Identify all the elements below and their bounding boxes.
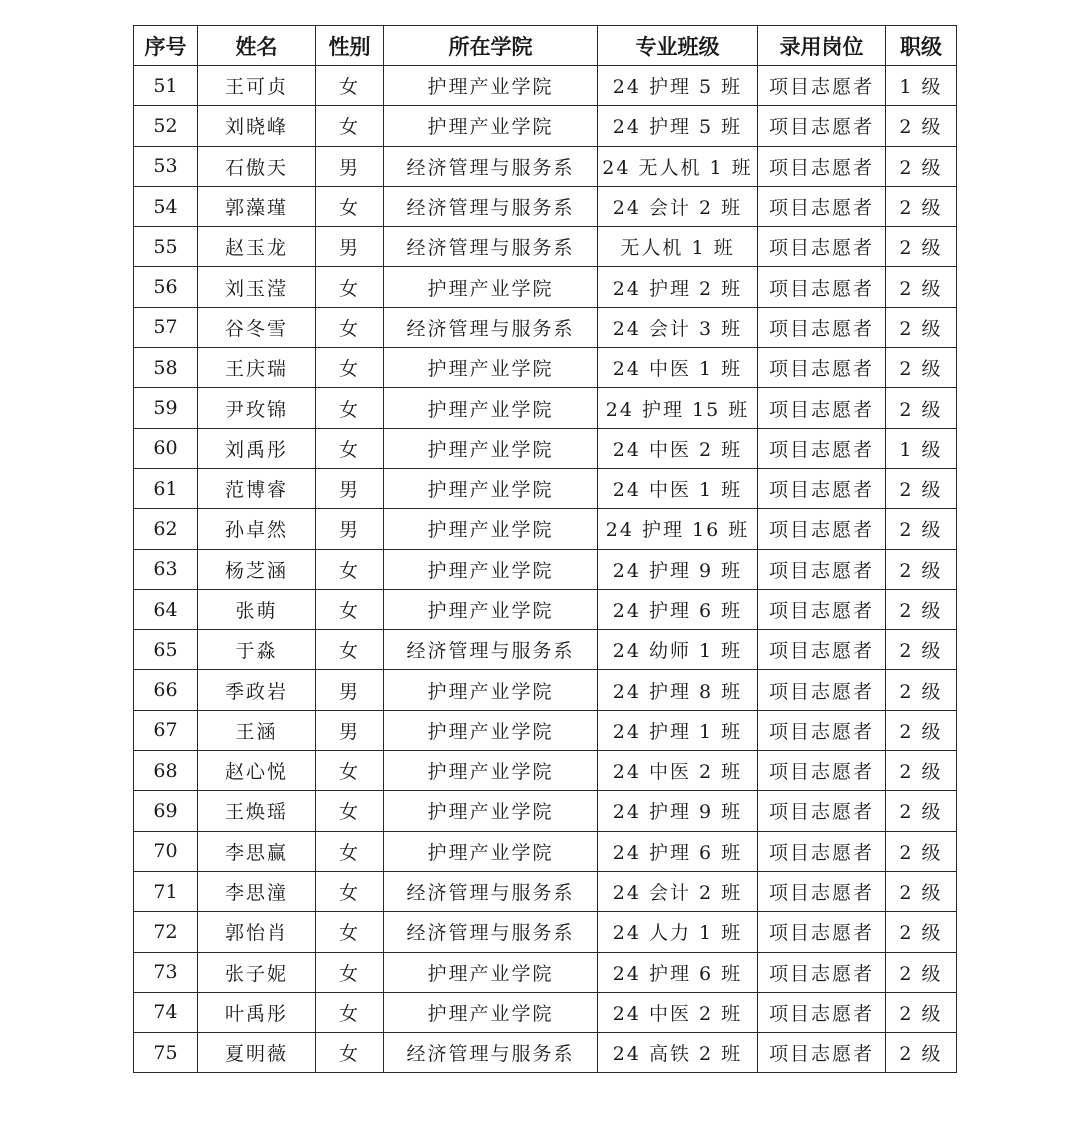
cell-gender: 男 bbox=[316, 468, 384, 508]
cell-gender: 男 bbox=[316, 670, 384, 710]
cell-class: 24 护理 1 班 bbox=[598, 710, 758, 750]
cell-gender: 女 bbox=[316, 751, 384, 791]
cell-position: 项目志愿者 bbox=[758, 871, 886, 911]
cell-position: 项目志愿者 bbox=[758, 992, 886, 1032]
volunteer-roster-table bbox=[133, 25, 957, 1073]
cell-gender: 女 bbox=[316, 952, 384, 992]
cell-gender: 女 bbox=[316, 106, 384, 146]
cell-level: 2 级 bbox=[886, 468, 957, 508]
cell-position: 项目志愿者 bbox=[758, 912, 886, 952]
cell-gender: 女 bbox=[316, 348, 384, 388]
cell-position: 项目志愿者 bbox=[758, 66, 886, 106]
cell-position: 项目志愿者 bbox=[758, 186, 886, 226]
cell-index: 52 bbox=[134, 106, 198, 146]
cell-college: 护理产业学院 bbox=[384, 952, 598, 992]
cell-class: 24 中医 2 班 bbox=[598, 751, 758, 791]
cell-level: 2 级 bbox=[886, 1033, 957, 1073]
cell-position: 项目志愿者 bbox=[758, 791, 886, 831]
table-row bbox=[134, 871, 957, 911]
table-row bbox=[134, 428, 957, 468]
cell-level: 2 级 bbox=[886, 710, 957, 750]
table-row bbox=[134, 468, 957, 508]
cell-index: 61 bbox=[134, 468, 198, 508]
cell-gender: 女 bbox=[316, 831, 384, 871]
header-level: 职级 bbox=[886, 26, 957, 66]
cell-index: 56 bbox=[134, 267, 198, 307]
cell-college: 护理产业学院 bbox=[384, 267, 598, 307]
cell-index: 72 bbox=[134, 912, 198, 952]
cell-index: 70 bbox=[134, 831, 198, 871]
cell-position: 项目志愿者 bbox=[758, 509, 886, 549]
cell-level: 1 级 bbox=[886, 66, 957, 106]
cell-name: 王焕瑶 bbox=[198, 791, 316, 831]
cell-position: 项目志愿者 bbox=[758, 710, 886, 750]
cell-class: 24 会计 3 班 bbox=[598, 307, 758, 347]
table-body bbox=[134, 66, 957, 1073]
cell-class: 24 护理 5 班 bbox=[598, 106, 758, 146]
cell-college: 护理产业学院 bbox=[384, 66, 598, 106]
cell-gender: 男 bbox=[316, 146, 384, 186]
cell-college: 经济管理与服务系 bbox=[384, 630, 598, 670]
cell-position: 项目志愿者 bbox=[758, 106, 886, 146]
cell-class: 24 会计 2 班 bbox=[598, 186, 758, 226]
cell-gender: 女 bbox=[316, 549, 384, 589]
cell-name: 夏明薇 bbox=[198, 1033, 316, 1073]
cell-level: 2 级 bbox=[886, 348, 957, 388]
cell-college: 护理产业学院 bbox=[384, 468, 598, 508]
cell-name: 郭怡肖 bbox=[198, 912, 316, 952]
cell-gender: 女 bbox=[316, 66, 384, 106]
cell-gender: 女 bbox=[316, 267, 384, 307]
cell-name: 孙卓然 bbox=[198, 509, 316, 549]
cell-level: 2 级 bbox=[886, 186, 957, 226]
header-class: 专业班级 bbox=[598, 26, 758, 66]
cell-position: 项目志愿者 bbox=[758, 549, 886, 589]
cell-level: 2 级 bbox=[886, 831, 957, 871]
cell-level: 2 级 bbox=[886, 307, 957, 347]
header-name: 姓名 bbox=[198, 26, 316, 66]
cell-class: 24 护理 2 班 bbox=[598, 267, 758, 307]
table-row bbox=[134, 66, 957, 106]
cell-position: 项目志愿者 bbox=[758, 428, 886, 468]
cell-college: 经济管理与服务系 bbox=[384, 912, 598, 952]
cell-name: 季政岩 bbox=[198, 670, 316, 710]
cell-level: 2 级 bbox=[886, 912, 957, 952]
cell-position: 项目志愿者 bbox=[758, 952, 886, 992]
cell-name: 范博睿 bbox=[198, 468, 316, 508]
cell-index: 67 bbox=[134, 710, 198, 750]
cell-gender: 女 bbox=[316, 589, 384, 629]
cell-gender: 男 bbox=[316, 509, 384, 549]
cell-college: 经济管理与服务系 bbox=[384, 146, 598, 186]
cell-college: 护理产业学院 bbox=[384, 106, 598, 146]
cell-name: 郭藻瑾 bbox=[198, 186, 316, 226]
table-row bbox=[134, 589, 957, 629]
cell-level: 2 级 bbox=[886, 630, 957, 670]
cell-position: 项目志愿者 bbox=[758, 388, 886, 428]
cell-gender: 女 bbox=[316, 388, 384, 428]
cell-level: 2 级 bbox=[886, 992, 957, 1032]
cell-index: 54 bbox=[134, 186, 198, 226]
cell-level: 2 级 bbox=[886, 791, 957, 831]
cell-name: 王庆瑞 bbox=[198, 348, 316, 388]
cell-college: 护理产业学院 bbox=[384, 670, 598, 710]
cell-name: 刘玉滢 bbox=[198, 267, 316, 307]
cell-college: 经济管理与服务系 bbox=[384, 227, 598, 267]
cell-college: 护理产业学院 bbox=[384, 549, 598, 589]
cell-index: 68 bbox=[134, 751, 198, 791]
cell-level: 2 级 bbox=[886, 388, 957, 428]
table-row bbox=[134, 267, 957, 307]
cell-college: 护理产业学院 bbox=[384, 388, 598, 428]
cell-gender: 女 bbox=[316, 428, 384, 468]
header-index: 序号 bbox=[134, 26, 198, 66]
cell-college: 护理产业学院 bbox=[384, 791, 598, 831]
cell-index: 64 bbox=[134, 589, 198, 629]
cell-level: 2 级 bbox=[886, 751, 957, 791]
cell-class: 24 人力 1 班 bbox=[598, 912, 758, 952]
cell-name: 李思潼 bbox=[198, 871, 316, 911]
cell-level: 2 级 bbox=[886, 589, 957, 629]
cell-gender: 女 bbox=[316, 871, 384, 911]
table-row bbox=[134, 227, 957, 267]
table-row bbox=[134, 388, 957, 428]
cell-index: 55 bbox=[134, 227, 198, 267]
cell-index: 63 bbox=[134, 549, 198, 589]
table-row bbox=[134, 1033, 957, 1073]
cell-name: 张萌 bbox=[198, 589, 316, 629]
table-row bbox=[134, 106, 957, 146]
table-row bbox=[134, 670, 957, 710]
cell-college: 护理产业学院 bbox=[384, 589, 598, 629]
cell-gender: 男 bbox=[316, 227, 384, 267]
cell-level: 2 级 bbox=[886, 670, 957, 710]
cell-name: 王涵 bbox=[198, 710, 316, 750]
cell-name: 尹玫锦 bbox=[198, 388, 316, 428]
table-row bbox=[134, 992, 957, 1032]
cell-class: 24 中医 1 班 bbox=[598, 468, 758, 508]
cell-level: 2 级 bbox=[886, 549, 957, 589]
cell-name: 王可贞 bbox=[198, 66, 316, 106]
cell-name: 刘禹彤 bbox=[198, 428, 316, 468]
table-row bbox=[134, 791, 957, 831]
cell-name: 于淼 bbox=[198, 630, 316, 670]
cell-class: 24 幼师 1 班 bbox=[598, 630, 758, 670]
cell-class: 24 护理 5 班 bbox=[598, 66, 758, 106]
cell-level: 2 级 bbox=[886, 146, 957, 186]
cell-class: 24 会计 2 班 bbox=[598, 871, 758, 911]
table-row bbox=[134, 912, 957, 952]
cell-position: 项目志愿者 bbox=[758, 267, 886, 307]
table-row bbox=[134, 751, 957, 791]
cell-position: 项目志愿者 bbox=[758, 630, 886, 670]
cell-gender: 男 bbox=[316, 710, 384, 750]
cell-index: 58 bbox=[134, 348, 198, 388]
cell-position: 项目志愿者 bbox=[758, 1033, 886, 1073]
cell-college: 护理产业学院 bbox=[384, 751, 598, 791]
table-row bbox=[134, 630, 957, 670]
cell-level: 1 级 bbox=[886, 428, 957, 468]
cell-position: 项目志愿者 bbox=[758, 670, 886, 710]
cell-class: 24 护理 6 班 bbox=[598, 952, 758, 992]
table-row bbox=[134, 952, 957, 992]
table-row bbox=[134, 348, 957, 388]
cell-college: 经济管理与服务系 bbox=[384, 307, 598, 347]
cell-name: 李思赢 bbox=[198, 831, 316, 871]
cell-level: 2 级 bbox=[886, 106, 957, 146]
cell-level: 2 级 bbox=[886, 227, 957, 267]
cell-position: 项目志愿者 bbox=[758, 146, 886, 186]
cell-gender: 女 bbox=[316, 791, 384, 831]
cell-class: 24 护理 9 班 bbox=[598, 549, 758, 589]
cell-class: 24 中医 2 班 bbox=[598, 992, 758, 1032]
cell-class: 24 护理 8 班 bbox=[598, 670, 758, 710]
cell-class: 24 护理 6 班 bbox=[598, 589, 758, 629]
cell-level: 2 级 bbox=[886, 267, 957, 307]
cell-class: 24 护理 15 班 bbox=[598, 388, 758, 428]
cell-position: 项目志愿者 bbox=[758, 589, 886, 629]
cell-name: 叶禹彤 bbox=[198, 992, 316, 1032]
table-row bbox=[134, 307, 957, 347]
cell-gender: 女 bbox=[316, 912, 384, 952]
cell-name: 赵玉龙 bbox=[198, 227, 316, 267]
table-row bbox=[134, 186, 957, 226]
cell-position: 项目志愿者 bbox=[758, 227, 886, 267]
cell-index: 60 bbox=[134, 428, 198, 468]
cell-college: 经济管理与服务系 bbox=[384, 186, 598, 226]
cell-gender: 女 bbox=[316, 630, 384, 670]
cell-class: 24 中医 1 班 bbox=[598, 348, 758, 388]
cell-college: 护理产业学院 bbox=[384, 428, 598, 468]
cell-index: 53 bbox=[134, 146, 198, 186]
cell-college: 护理产业学院 bbox=[384, 992, 598, 1032]
cell-class: 24 中医 2 班 bbox=[598, 428, 758, 468]
cell-gender: 女 bbox=[316, 186, 384, 226]
cell-position: 项目志愿者 bbox=[758, 348, 886, 388]
cell-name: 谷冬雪 bbox=[198, 307, 316, 347]
cell-level: 2 级 bbox=[886, 952, 957, 992]
cell-position: 项目志愿者 bbox=[758, 831, 886, 871]
cell-index: 71 bbox=[134, 871, 198, 911]
cell-level: 2 级 bbox=[886, 509, 957, 549]
cell-name: 杨芝涵 bbox=[198, 549, 316, 589]
cell-position: 项目志愿者 bbox=[758, 468, 886, 508]
cell-level: 2 级 bbox=[886, 871, 957, 911]
cell-index: 65 bbox=[134, 630, 198, 670]
table-row bbox=[134, 831, 957, 871]
cell-class: 24 护理 6 班 bbox=[598, 831, 758, 871]
cell-index: 57 bbox=[134, 307, 198, 347]
cell-class: 无人机 1 班 bbox=[598, 227, 758, 267]
table-row bbox=[134, 549, 957, 589]
cell-class: 24 无人机 1 班 bbox=[598, 146, 758, 186]
cell-college: 经济管理与服务系 bbox=[384, 1033, 598, 1073]
cell-class: 24 高铁 2 班 bbox=[598, 1033, 758, 1073]
table-row bbox=[134, 146, 957, 186]
cell-gender: 女 bbox=[316, 307, 384, 347]
table-row bbox=[134, 509, 957, 549]
cell-college: 护理产业学院 bbox=[384, 348, 598, 388]
cell-index: 75 bbox=[134, 1033, 198, 1073]
cell-index: 74 bbox=[134, 992, 198, 1032]
cell-college: 护理产业学院 bbox=[384, 710, 598, 750]
header-position: 录用岗位 bbox=[758, 26, 886, 66]
cell-class: 24 护理 16 班 bbox=[598, 509, 758, 549]
cell-college: 护理产业学院 bbox=[384, 509, 598, 549]
cell-index: 62 bbox=[134, 509, 198, 549]
cell-index: 73 bbox=[134, 952, 198, 992]
cell-gender: 女 bbox=[316, 1033, 384, 1073]
cell-index: 51 bbox=[134, 66, 198, 106]
header-gender: 性别 bbox=[316, 26, 384, 66]
cell-name: 刘晓峰 bbox=[198, 106, 316, 146]
cell-index: 69 bbox=[134, 791, 198, 831]
cell-gender: 女 bbox=[316, 992, 384, 1032]
cell-name: 石傲天 bbox=[198, 146, 316, 186]
cell-class: 24 护理 9 班 bbox=[598, 791, 758, 831]
cell-position: 项目志愿者 bbox=[758, 751, 886, 791]
cell-college: 经济管理与服务系 bbox=[384, 871, 598, 911]
cell-index: 59 bbox=[134, 388, 198, 428]
cell-index: 66 bbox=[134, 670, 198, 710]
cell-college: 护理产业学院 bbox=[384, 831, 598, 871]
cell-position: 项目志愿者 bbox=[758, 307, 886, 347]
table-row bbox=[134, 710, 957, 750]
cell-name: 赵心悦 bbox=[198, 751, 316, 791]
header-college: 所在学院 bbox=[384, 26, 598, 66]
cell-name: 张子妮 bbox=[198, 952, 316, 992]
table-header-row bbox=[134, 26, 957, 66]
